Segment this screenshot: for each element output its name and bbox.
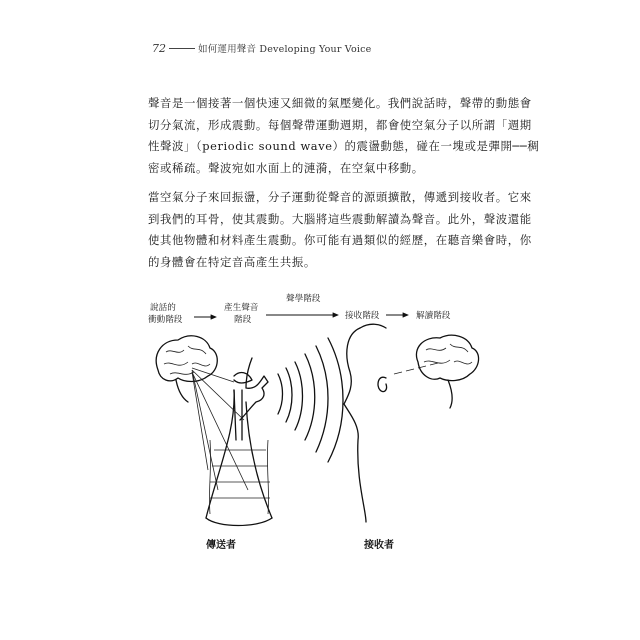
paragraph-line: 切分氣流，形成震動。每個聲帶運動週期，都會使空氣分子以所謂「週期 xyxy=(148,117,532,132)
paragraph-line: 到我們的耳骨，使其震動。大腦將這些震動解讀為聲音。此外，聲波還能 xyxy=(148,211,532,226)
stage-motor-label-line1: 說話的 xyxy=(150,303,176,313)
paragraph-line: 使其他物體和材料產生震動。你可能有過類似的經歷，在聽音樂會時，你 xyxy=(148,233,532,247)
paragraph-sound-definition xyxy=(148,93,540,179)
running-header xyxy=(152,40,482,56)
header-rule xyxy=(169,48,195,49)
page-number: 72 xyxy=(152,41,166,55)
sound-wave-icon xyxy=(278,338,343,462)
stage-acoustic-label: 聲學階段 xyxy=(286,294,321,304)
stage-produce-label-line1: 產生聲音 xyxy=(224,303,259,313)
stage-produce-label-line2: 階段 xyxy=(234,315,252,325)
running-title: 如何運用聲音 Developing Your Voice xyxy=(198,44,372,55)
paragraph-line: 性聲波」（periodic sound wave）的震盪動態，碰在一塊或是彈開──稠 xyxy=(148,139,540,153)
receiver-caption: 接收者 xyxy=(364,540,394,551)
stage-motor-label-line2: 衝動階段 xyxy=(148,315,183,325)
stage-receive-label: 接收階段 xyxy=(345,311,380,321)
speech-chain-diagram xyxy=(148,290,488,560)
stage-flow xyxy=(148,292,451,325)
vocal-tract-icon xyxy=(192,358,272,526)
paragraph-line: 當空氣分子來回振盪，分子運動從聲音的源頭擴散，傳遞到接收者。它來 xyxy=(148,190,532,204)
paragraph-line: 的身體會在特定音高產生共振。 xyxy=(148,254,316,269)
listener-head-icon xyxy=(344,324,386,522)
brain-icon xyxy=(416,335,478,408)
brain-icon xyxy=(156,336,217,402)
sender-caption: 傳送者 xyxy=(206,540,236,551)
stage-interpret-label: 解讀階段 xyxy=(416,311,451,321)
paragraph-line: 聲音是一個接著一個快速又細微的氣壓變化。我們說話時，聲帶的動態會 xyxy=(148,96,532,110)
paragraph-sound-transmission xyxy=(148,187,532,273)
paragraph-line: 密或稀疏。聲波宛如水面上的漣漪，在空氣中移動。 xyxy=(148,160,424,175)
